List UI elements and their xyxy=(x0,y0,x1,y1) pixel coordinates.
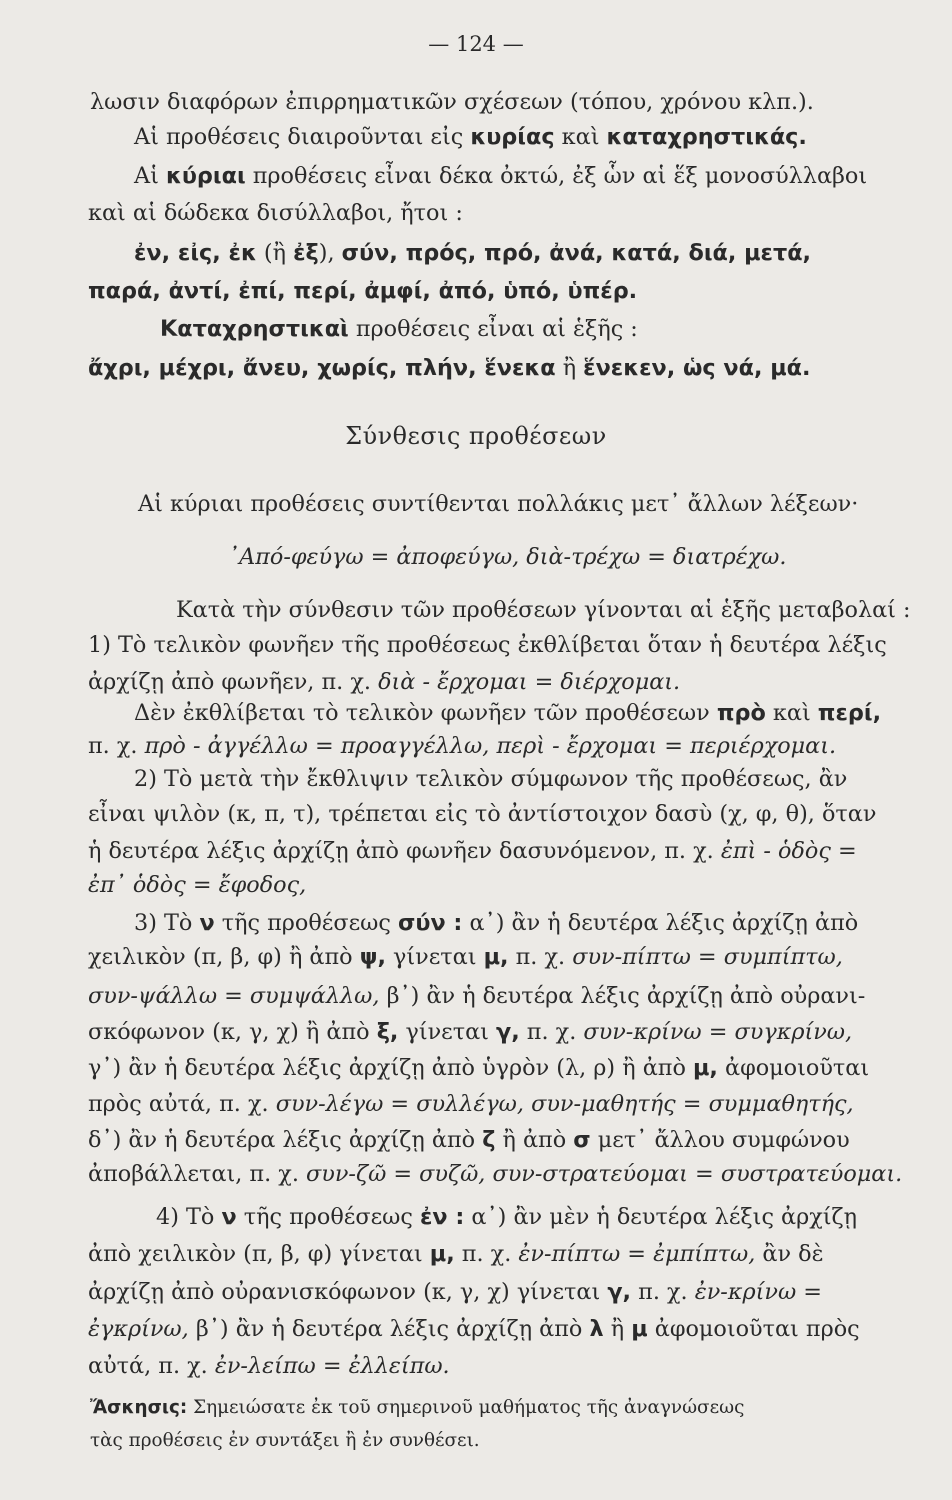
text-line xyxy=(88,1021,952,1043)
bold-term: σ xyxy=(573,1127,591,1153)
text-run: καὶ xyxy=(765,700,818,726)
bold-term: ἄχρι, μέχρι, ἄνευ, χωρίς, πλήν, ἕνεκα xyxy=(88,355,556,381)
text-run: Αἱ προθέσεις διαιροῦνται εἰς xyxy=(134,124,471,150)
text-run: α᾿) ἂν μὲν ἡ δευτέρα λέξις ἀρχίζῃ xyxy=(464,1204,858,1230)
text-run: πρὸς αὐτά, π. χ. xyxy=(88,1091,276,1117)
text-line xyxy=(90,91,952,113)
example-text: ἐπ᾿ ὁδὸς = ἔφοδος, xyxy=(88,872,307,898)
text-run: ἀποβάλλεται, π. χ. xyxy=(88,1161,307,1187)
text-run: π. χ. xyxy=(519,1019,584,1045)
example-text: πρὸ - ἀγγέλλω = προαγγέλλω, περὶ - ἔρχομαι = περιέρχομαι. xyxy=(144,733,837,759)
example-text: ἐν-πίπτω = ἐμπίπτω, xyxy=(518,1241,756,1267)
text-line xyxy=(88,874,952,896)
bold-term: ψ, xyxy=(359,944,386,970)
example-text: ἐν-κρίνω = xyxy=(694,1279,822,1305)
text-line xyxy=(88,840,952,862)
bold-term: ἐξ xyxy=(293,240,319,266)
text-run: χειλικὸν (π, β, φ) ἢ ἀπὸ xyxy=(88,944,360,970)
bold-term: μ, xyxy=(429,1241,455,1267)
text-run: τῆς προθέσεως xyxy=(236,1204,420,1230)
bold-term: Καταχρηστικαὶ xyxy=(160,316,349,342)
text-line xyxy=(88,1355,952,1377)
text-run: 3) Τὸ xyxy=(134,910,200,936)
bold-term: ξ, xyxy=(376,1019,399,1045)
text-run: ἀπὸ χειλικὸν (π, β, φ) γίνεται xyxy=(88,1241,430,1267)
example-text: συν-λέγω = συλλέγω, συν-μαθητής = συμμαθητής, xyxy=(275,1091,854,1117)
example-text: συν-κρίνω = συγκρίνω, xyxy=(583,1019,853,1045)
text-run: 1) Τὸ τελικὸν φωνῆεν τῆς προθέσεως ἐκθλίβεται ὅταν ἡ δευτέρα λέξις xyxy=(88,632,887,658)
example-text: ᾿Από-φεύγω = ἀποφεύγω, διὰ-τρέχω = διατρέχω. xyxy=(228,544,787,570)
text-line xyxy=(134,126,952,148)
text-line xyxy=(88,1129,952,1151)
bold-term: ν xyxy=(199,910,215,936)
text-run: 4) Τὸ xyxy=(156,1204,222,1230)
text-line xyxy=(88,1057,952,1079)
text-run: π. χ. xyxy=(454,1241,519,1267)
text-run: Σύνθεσις προθέσεων xyxy=(345,422,607,450)
bold-term: μ, xyxy=(483,944,509,970)
page-number: — 124 — xyxy=(428,32,524,56)
text-run: β᾿) ἂν ἡ δευτέρα λέξις ἀρχίζῃ ἀπὸ xyxy=(188,1316,590,1342)
text-line xyxy=(88,280,952,302)
text-run: π. χ. xyxy=(88,733,145,759)
text-line xyxy=(88,735,952,757)
text-run: γ᾿) ἂν ἡ δευτέρα λέξις ἀρχίζῃ ἀπὸ ὑγρὸν (λ, ρ) ἢ ἀπὸ xyxy=(88,1055,693,1081)
text-line xyxy=(134,768,952,790)
text-line xyxy=(138,493,952,515)
text-run: ἀφομοιοῦται πρὸς xyxy=(647,1316,860,1342)
bold-term: πρὸ xyxy=(716,700,766,726)
text-run: ), xyxy=(318,240,342,266)
bold-term: λ xyxy=(589,1316,604,1342)
text-run: γίνεται xyxy=(398,1019,496,1045)
text-run: δ᾿) ἂν ἡ δευτέρα λέξις ἀρχίζῃ ἀπὸ xyxy=(88,1127,483,1153)
text-run: σκόφωνον (κ, γ, χ) ἢ ἀπὸ xyxy=(88,1019,377,1045)
text-line xyxy=(88,803,952,825)
bold-term: ν xyxy=(221,1204,237,1230)
bold-term: ἐν : xyxy=(419,1204,465,1230)
bold-term: μ, xyxy=(693,1055,718,1081)
text-run: ἢ ἀπὸ xyxy=(495,1127,574,1153)
text-line xyxy=(134,242,952,264)
text-run: ἂν δὲ xyxy=(755,1241,824,1267)
text-line xyxy=(156,1206,952,1228)
text-run: 2) Τὸ μετὰ τὴν ἔκθλιψιν τελικὸν σύμφωνον τῆς προθέσεως, ἂν xyxy=(134,766,848,792)
text-run: π. χ. xyxy=(508,944,573,970)
text-run: Αἱ xyxy=(134,163,166,189)
example-text: ἐγκρίνω, xyxy=(88,1316,189,1342)
text-line xyxy=(88,202,952,224)
text-run: γίνεται xyxy=(385,944,484,970)
text-line xyxy=(88,946,952,968)
bold-term: παρά, ἀντί, ἐπί, περί, ἀμφί, ἀπό, ὑπό, ὑπέρ. xyxy=(88,278,638,304)
text-run: ἀρχίζῃ ἀπὸ οὐρανισκόφωνον (κ, γ, χ) γίνεται xyxy=(88,1279,608,1305)
section-heading xyxy=(0,422,952,450)
example-text: ἐν-λείπω = ἐλλείπω. xyxy=(214,1353,450,1379)
text-run: τὰς προθέσεις ἐν συντάξει ἢ ἐν συνθέσει. xyxy=(90,1430,480,1451)
bold-term: σύν : xyxy=(397,910,463,936)
example-line xyxy=(228,546,952,568)
text-run: καὶ xyxy=(554,124,607,150)
text-run: (ἢ xyxy=(256,240,294,266)
example-text: συν-ψάλλω = συμψάλλω, xyxy=(88,983,380,1009)
text-run: μετ᾿ ἄλλου συμφώνου xyxy=(590,1127,850,1153)
text-run: προθέσεις εἶναι αἱ ἑξῆς : xyxy=(348,316,638,342)
text-run: τῆς προθέσεως xyxy=(214,910,398,936)
bold-term: περί, xyxy=(817,700,882,726)
text-run: ἢ xyxy=(603,1316,632,1342)
text-run: π. χ. xyxy=(631,1279,695,1305)
bold-term: κυρίας xyxy=(470,124,555,150)
text-run: αὐτά, π. χ. xyxy=(88,1353,215,1379)
text-run: Αἱ κύριαι προθέσεις συντίθενται πολλάκις μετ᾿ ἄλλων λέξεων· xyxy=(138,491,859,517)
example-text: ἐπὶ - ὁδὸς = xyxy=(720,838,857,864)
text-run: προθέσεις εἶναι δέκα ὀκτώ, ἐξ ὧν αἱ ἕξ μονοσύλλαβοι xyxy=(245,163,868,189)
exercise-line xyxy=(90,1432,952,1450)
bold-term: ζ xyxy=(482,1127,496,1153)
text-line xyxy=(88,1318,952,1340)
bold-term: ἕνεκεν, ὡς νά, μά. xyxy=(583,355,811,381)
text-line xyxy=(134,912,952,934)
bold-term: σύν, πρός, πρό, ἀνά, κατά, διά, μετά, xyxy=(341,240,812,266)
bold-term: Ἄσκησις: xyxy=(90,1397,188,1418)
text-run: εἶναι ψιλὸν (κ, π, τ), τρέπεται εἰς τὸ ἀντίστοιχον δασὺ (χ, φ, θ), ὅταν xyxy=(88,801,877,827)
text-run: α᾿) ἂν ἡ δευτέρα λέξις ἀρχίζῃ ἀπὸ xyxy=(462,910,859,936)
text-line xyxy=(88,357,952,379)
example-text: συν-ζῶ = συζῶ, συν-στρατεύομαι = συστρατεύομαι. xyxy=(306,1161,903,1187)
text-line xyxy=(88,1093,952,1115)
text-run: ἢ xyxy=(555,355,584,381)
bold-term: γ, xyxy=(496,1019,520,1045)
text-run: Σημειώσατε ἐκ τοῦ σημερινοῦ μαθήματος τῆς ἀναγνώσεως xyxy=(187,1397,745,1418)
text-line xyxy=(88,985,952,1007)
text-line xyxy=(88,671,952,693)
text-line xyxy=(88,1281,952,1303)
exercise-line xyxy=(90,1399,952,1417)
bold-term: κύριαι xyxy=(165,163,246,189)
text-run: Δὲν ἐκθλίβεται τὸ τελικὸν φωνῆεν τῶν προθέσεων xyxy=(134,700,717,726)
text-run: ἀφομοιοῦται xyxy=(717,1055,870,1081)
text-run: ἀρχίζῃ ἀπὸ φωνῆεν, π. χ. xyxy=(88,669,379,695)
text-line xyxy=(134,702,952,724)
bold-term: καταχρηστικάς. xyxy=(606,124,807,150)
example-text: συν-πίπτω = συμπίπτω, xyxy=(572,944,843,970)
example-text: διὰ - ἔρχομαι = διέρχομαι. xyxy=(378,669,681,695)
text-run: β᾿) ἂν ἡ δευτέρα λέξις ἀρχίζῃ ἀπὸ οὐρανι- xyxy=(379,983,866,1009)
text-run: Κατὰ τὴν σύνθεσιν τῶν προθέσεων γίνονται αἱ ἑξῆς μεταβολαί : xyxy=(176,597,911,623)
text-line xyxy=(176,599,952,621)
text-run: ἡ δευτέρα λέξις ἀρχίζῃ ἀπὸ φωνῆεν δασυνόμενον, π. χ. xyxy=(88,838,721,864)
text-run: λωσιν διαφόρων ἐπιρρηματικῶν σχέσεων (τόπου, χρόνου κλπ.). xyxy=(90,89,814,115)
text-line xyxy=(88,634,952,656)
text-run: καὶ αἱ δώδεκα δισύλλαβοι, ἤτοι : xyxy=(88,200,463,226)
bold-term: γ, xyxy=(607,1279,632,1305)
text-line xyxy=(88,1163,952,1185)
bold-term: μ xyxy=(631,1316,648,1342)
text-line xyxy=(160,318,952,340)
bold-term: ἐν, εἰς, ἐκ xyxy=(134,240,257,266)
text-line xyxy=(134,165,952,187)
text-line xyxy=(88,1243,952,1265)
